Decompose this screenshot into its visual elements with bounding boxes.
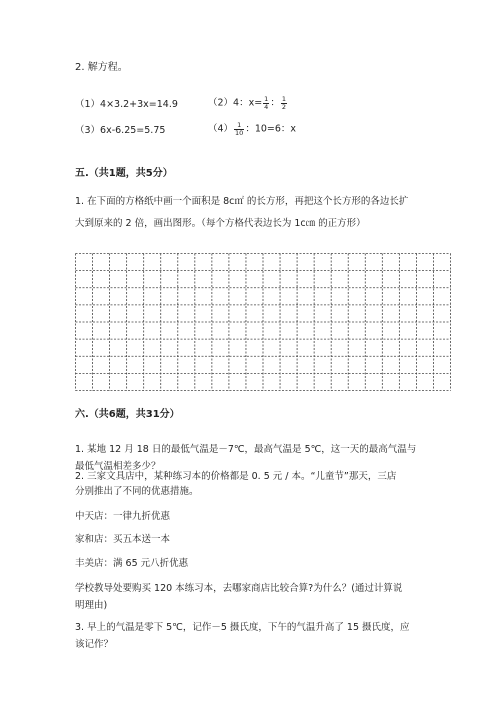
section-6-question-1-line-2: 最低气温相差多少？ [75,461,161,472]
equation-4-suffix: ：10=6：x [245,123,297,135]
section-5-question-1-line-1: 1. 在下面的方格纸中画一个面积是 8c㎡ 的长方形，再把这个长方形的各边长扩 [75,196,409,207]
section-5-question-1-line-2: 大到原来的 2 倍，画出图形。（每个方格代表边长为 1c㎝ 的正方形） [75,218,366,229]
section-6-heading: 六.（共6题，共31分） [75,409,180,420]
grid-paper [75,253,451,391]
store-fengmei-offer: 丰美店：满 65 元八折优惠 [75,558,189,569]
section-6-question-3-line-2: 该记作？ [75,639,114,650]
fraction-one-half: $\frac{1}{2}$ [281,95,286,111]
section-6-question-3-line-1: 3. 早上的气温是零下 5℃，记作－5 摄氏度，下午的气温升高了 15 摄氏度，应 [75,622,410,633]
store-jiahe-offer: 家和店：买五本送一本 [75,534,171,545]
equation-1: （1）4×3.2+3x=14.9 [75,99,178,110]
question-2-title: 2. 解方程。 [75,62,128,73]
fraction-one-quarter: $\frac{1}{4}$ [264,95,269,111]
equation-4-prefix: （4） [208,123,234,135]
equation-4 [208,122,296,136]
equation-2-colon: ： [270,97,280,109]
equation-3: （3）6x-6.25=5.75 [75,125,166,136]
grid-paper-svg [75,253,451,391]
section-6-question-2-line-1: 2. 三家文具店中，某种练习本的价格都是 0. 5 元 / 本。“儿童节”那天，三店 [75,471,397,482]
fraction-one-tenth: $\frac{1}{10}$ [235,121,244,137]
section-6-question-2-ask-line-1: 学校教导处要购买 120 本练习本，去哪家商店比较合算?为什么？(通过计算说 [75,583,403,594]
equation-2 [208,96,288,110]
section-6-question-2-line-2: 分别推出了不同的优惠措施。 [75,486,199,497]
equation-2-prefix: （2）4：x= [208,97,263,109]
section-6-question-1-line-1: 1. 某地 12 月 18 日的最低气温是－7℃，最高气温是 5℃，这一天的最高气温与 [75,444,417,455]
section-5-heading: 五.（共1题，共5分） [75,168,173,179]
store-zhongtian-offer: 中天店：一律九折优惠 [75,511,171,522]
section-6-question-2-ask-line-2: 明理由) [75,600,108,611]
